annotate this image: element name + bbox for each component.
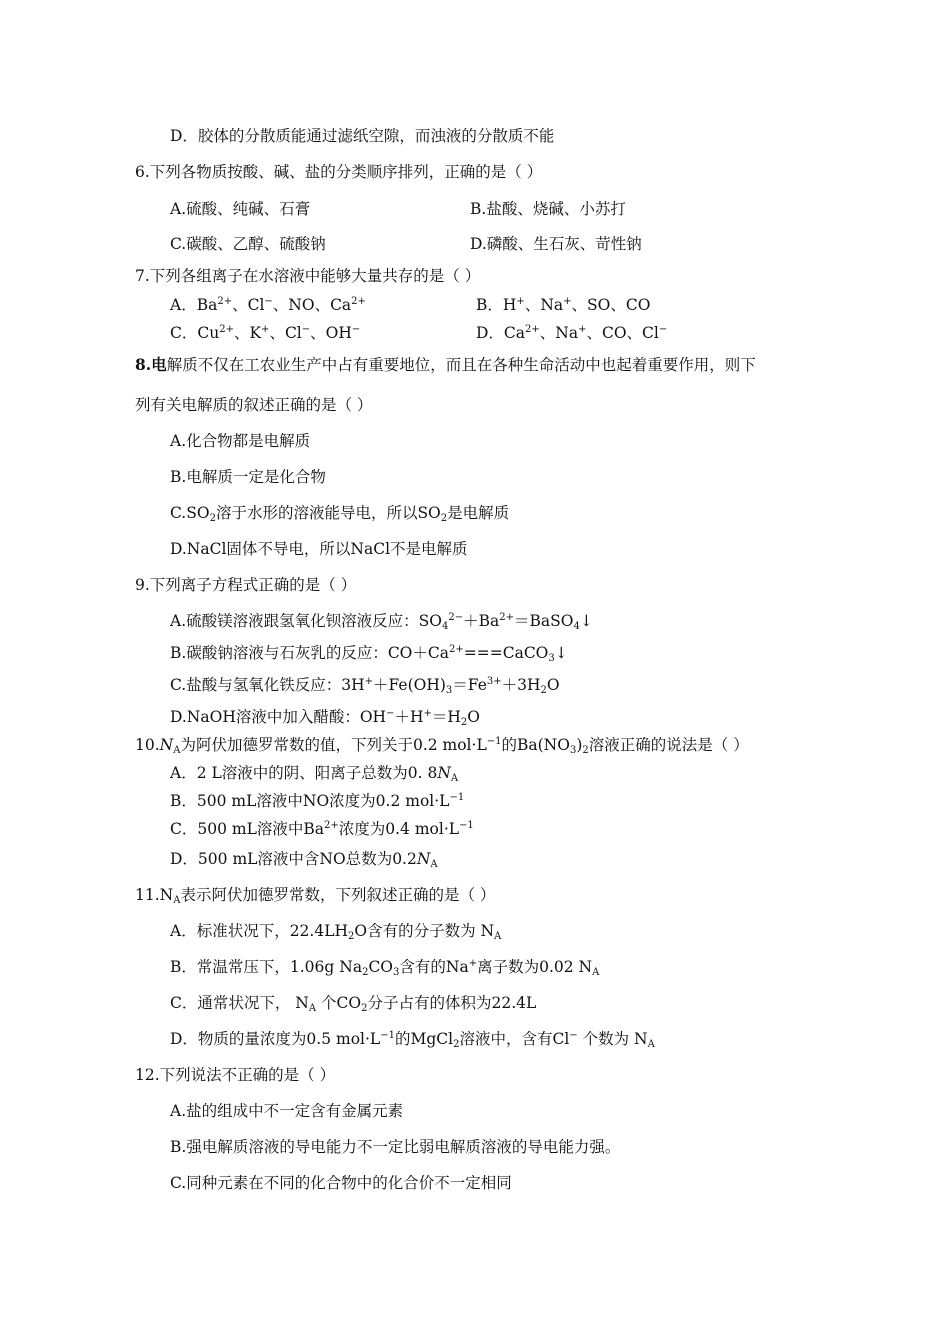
q6-option-d: D.磷酸、生石灰、苛性钠 (470, 235, 642, 253)
q9-option-d: D.NaOH溶液中加入醋酸：$OH^-+H^+=H_2O$ (170, 708, 480, 728)
q7-option-a: A．$Ba^{2+}$、Cl−、NO、$Ca^{2+}$ (170, 296, 366, 314)
q9-option-c: C.盐酸与氢氧化铁反应：$3H^++Fe(OH)_3=Fe^{3+}+3H_2O$ (170, 676, 560, 696)
q7-option-d: D．$Ca^{2+}$、Na+、CO、Cl− (476, 324, 668, 342)
q6-option-c: C.碳酸、乙醇、硫酸钠 (170, 235, 326, 253)
q6-option-b: B.盐酸、烧碱、小苏打 (470, 200, 626, 218)
q12-stem: 12.下列说法不正确的是（ ） (135, 1066, 336, 1084)
q10-option-c: C．500 mL溶液中$Ba^{2+}$浓度为0.4 $mol\cdot L^{-1}$ (170, 820, 474, 838)
q10-option-d: D．500 mL溶液中含NO总数为$0.2N_A$ (170, 850, 438, 870)
q11-option-c: C．通常状况下， $N_A$ 个$CO_2$分子占有的体积为22.4L (170, 994, 537, 1014)
q6-option-a: A.硫酸、纯碱、石膏 (170, 200, 311, 218)
q11-stem: $11.N_A$表示阿伏加德罗常数，下列叙述正确的是（ ） (135, 886, 496, 906)
q10-stem: $10.N_A$为阿伏加德罗常数的值，下列关于0.2 $mol\cdot L^{-1}$的$Ba(NO_3)_2$溶液正确的说法是（ ） (135, 736, 749, 756)
q8-option-b: B.电解质一定是化合物 (170, 468, 326, 486)
q11-option-d: D．物质的量浓度为0.5 $mol\cdot L^{-1}$的MgCl$_2$溶液中，含有Cl− 个数为 $N_A$ (170, 1030, 655, 1050)
q7-option-c: C．$Cu^{2+}$、K+、Cl−、OH− (170, 324, 361, 342)
q8-stem-line1: 8.电解质不仅在工农业生产中占有重要地位，而且在各种生命活动中也起着重要作用，则下 (135, 355, 756, 374)
q9-option-a: A.硫酸镁溶液跟氢氧化钡溶液反应：$SO_4^{2-}+Ba^{2+}=BaSO_4↓$ (170, 612, 593, 632)
q10-option-b: B．500 mL溶液中NO浓度为0.2 $mol\cdot L^{-1}$ (170, 792, 465, 810)
q8-option-a: A.化合物都是电解质 (170, 432, 311, 450)
q8-option-c: $C.SO_2$溶于水形的溶液能导电，所以$SO_2$是电解质 (170, 504, 510, 524)
q9-stem: 9.下列离子方程式正确的是（ ） (135, 576, 357, 594)
q5-option-d: D．胶体的分散质能通过滤纸空隙，而浊液的分散质不能 (170, 127, 555, 145)
q7-stem: 7.下列各组离子在水溶液中能够大量共存的是（ ） (135, 267, 481, 285)
q7-option-b: B．H+、Na+、SO、CO (476, 296, 651, 314)
q12-option-b: B.强电解质溶液的导电能力不一定比弱电解质溶液的导电能力强。 (170, 1138, 621, 1156)
q12-option-c: C.同种元素在不同的化合物中的化合价不一定相同 (170, 1174, 512, 1192)
q8-stem-line2: 列有关电解质的叙述正确的是（ ） (135, 396, 373, 414)
q12-option-a: A.盐的组成中不一定含有金属元素 (170, 1102, 404, 1120)
q9-option-b: B.碳酸钠溶液与石灰乳的反应：$CO+Ca^{2+}===CaCO_3↓$ (170, 644, 568, 664)
q11-option-a: A．标准状况下，$22.4LH_2O$含有的分子数为 $N_A$ (170, 922, 502, 942)
q6-stem: 6.下列各物质按酸、碱、盐的分类顺序排列，正确的是（ ） (135, 163, 543, 181)
q8-option-d: D.NaCl固体不导电，所以NaCl不是电解质 (170, 540, 468, 558)
q11-option-b: B．常温常压下，1.06g $Na_2CO_3$含有的Na+离子数为0.02 $N_A$ (170, 958, 600, 978)
q10-option-a: A．2 L溶液中的阴、阳离子总数为0. $8N_A$ (170, 764, 459, 784)
